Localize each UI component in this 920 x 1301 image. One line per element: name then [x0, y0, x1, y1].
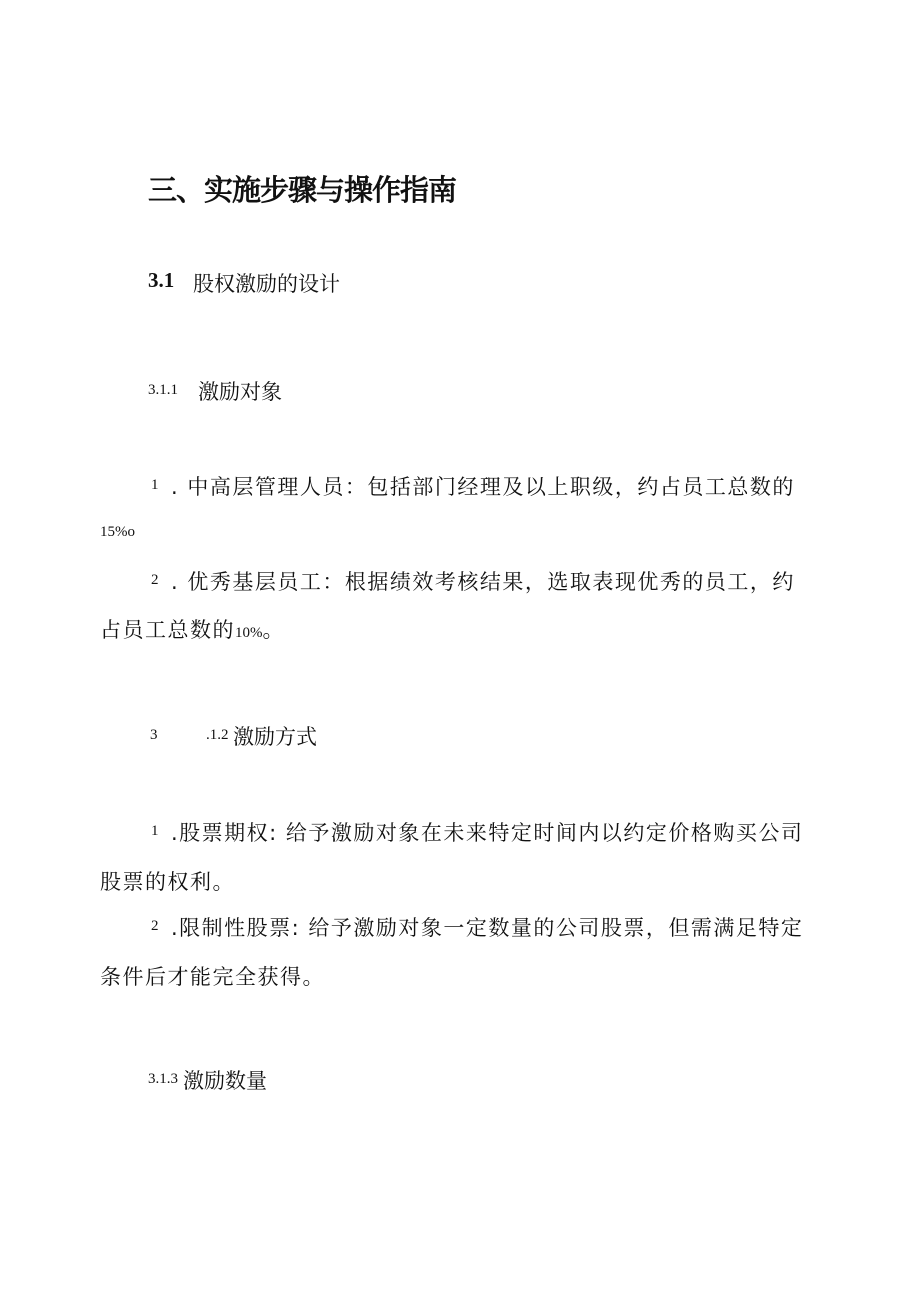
section-3-1-2-title: 激励方式 — [233, 725, 317, 749]
list-item-index: 2 — [151, 572, 159, 588]
list-item-text: . 优秀基层员工：根据绩效考核结果，选取表现优秀的员工，约 — [171, 570, 795, 594]
list-item-index: 1 — [151, 823, 159, 839]
section-3-1-2-number-a: 3 — [150, 727, 158, 743]
list-item-continuation: 条件后才能完全获得。 — [100, 965, 325, 989]
continuation-text: 占员工总数的 — [100, 618, 235, 642]
list-item-continuation — [100, 614, 285, 644]
continuation-end: 。 — [262, 618, 285, 642]
section-3-1-title: 股权激励的设计 — [193, 272, 340, 296]
list-item-text: .限制性股票: 给予激励对象一定数量的公司股票，但需满足特定 — [171, 916, 804, 940]
list-item-text: . 中高层管理人员：包括部门经理及以上职级，约占员工总数的 — [171, 475, 795, 499]
section-3-1-3-number: 3.1.3 — [148, 1071, 178, 1087]
section-3-1-1-number: 3.1.1 — [148, 382, 178, 398]
section-3-1-2-number-b: .1.2 — [206, 727, 229, 743]
section-3-1-1-title: 激励对象 — [198, 380, 282, 404]
section-3-1-3-title: 激励数量 — [183, 1069, 267, 1093]
percentage-value: 10% — [235, 625, 263, 641]
list-item-index: 2 — [151, 918, 159, 934]
list-item-continuation: 15%o — [100, 524, 135, 540]
list-item-continuation: 股票的权利。 — [100, 870, 235, 894]
list-item-index: 1 — [151, 477, 159, 493]
list-item-text: .股票期权: 给予激励对象在未来特定时间内以约定价格购买公司 — [171, 821, 804, 845]
page-title: 三、实施步骤与操作指南 — [148, 173, 457, 207]
section-3-1-number: 3.1 — [148, 268, 175, 292]
